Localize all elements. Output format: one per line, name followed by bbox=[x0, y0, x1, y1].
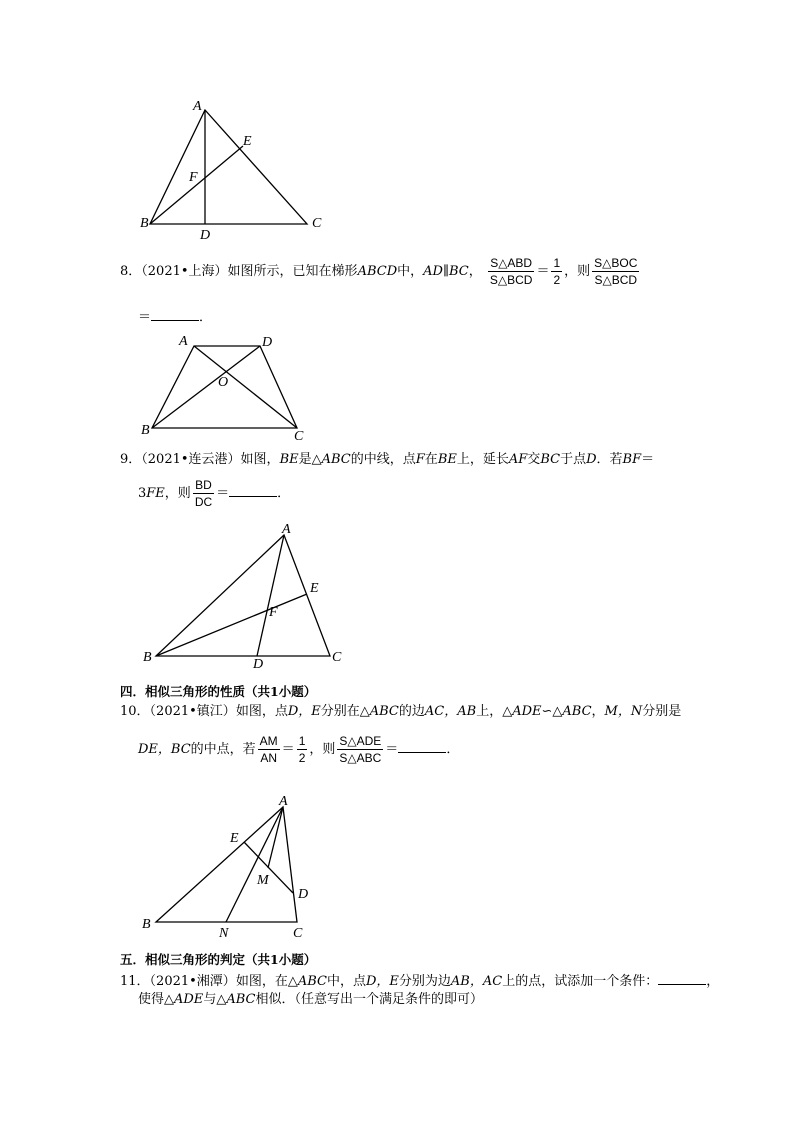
label-c: C bbox=[312, 216, 322, 231]
q8-frac2-den: S△BCD bbox=[594, 273, 638, 287]
label-c: C bbox=[294, 429, 304, 444]
q8-source: （2021•上海） bbox=[141, 264, 228, 279]
label-f: F bbox=[269, 605, 278, 620]
q9-fe: FE bbox=[146, 486, 165, 501]
q10-ac: AC，AB bbox=[424, 704, 477, 719]
segment-be bbox=[150, 146, 243, 224]
q9-text2: 是△ bbox=[298, 452, 322, 467]
q11-line2a: 使得△ bbox=[138, 992, 174, 1007]
q11-line2 bbox=[138, 990, 483, 1010]
q8-fraction-area-ratio bbox=[488, 255, 535, 288]
q10-abc: ABC bbox=[369, 704, 399, 719]
q10-sim: ∽△ bbox=[541, 704, 563, 719]
figure-triangle-abc-q9 bbox=[0, 510, 794, 680]
q11-text3: 分别为边 bbox=[398, 974, 451, 989]
label-m: M bbox=[257, 873, 269, 888]
q9-source: （2021•连云港） bbox=[141, 452, 241, 467]
q11-abc: ABC bbox=[297, 974, 327, 989]
q10-fraction-target bbox=[337, 733, 383, 766]
label-d: D bbox=[253, 657, 264, 672]
label-e: E bbox=[310, 581, 319, 596]
q10-text1: 如图，点 bbox=[235, 704, 288, 719]
q8-fraction-half bbox=[551, 255, 562, 288]
label-a: A bbox=[179, 334, 188, 349]
q10-then: ，则 bbox=[309, 742, 336, 757]
q11-text4: 上的点，试添加一个条件： bbox=[502, 974, 659, 989]
q9-f: F bbox=[415, 452, 425, 467]
q8-end: ． bbox=[199, 310, 213, 325]
q8-abcd: ABCD bbox=[357, 264, 398, 279]
segment-am bbox=[268, 807, 283, 868]
q9-af: AF bbox=[508, 452, 528, 467]
q10-line2 bbox=[138, 730, 459, 770]
q9-d: D bbox=[586, 452, 597, 467]
section-heading-5: 五．相似三角形的判定（共1小题） bbox=[120, 952, 317, 967]
q9-text4: 在 bbox=[424, 452, 438, 467]
q10-eq1: ＝ bbox=[281, 742, 295, 757]
label-d: D bbox=[200, 228, 211, 243]
q10-frac2-num: S△ADE bbox=[339, 734, 382, 748]
q9-text3: 的中线，点 bbox=[350, 452, 416, 467]
q11-number: 11． bbox=[120, 974, 150, 989]
q8-cond: AD∥BC bbox=[423, 264, 469, 279]
q8-number: 8． bbox=[120, 264, 142, 279]
q8-then: ，则 bbox=[564, 264, 591, 279]
q9-end: ． bbox=[277, 486, 291, 501]
q9-answer-blank[interactable] bbox=[229, 482, 277, 497]
q9-text5: 上，延长 bbox=[456, 452, 509, 467]
diagonal-ac bbox=[194, 346, 297, 428]
figure-triangle-abc-q10 bbox=[0, 790, 794, 950]
label-a: A bbox=[282, 522, 291, 537]
label-d: D bbox=[262, 335, 273, 350]
figure-trapezoid-abcd-q8 bbox=[0, 320, 794, 450]
q10-comma: ， bbox=[591, 704, 605, 719]
q10-source: （2021•镇江） bbox=[149, 704, 236, 719]
label-d: D bbox=[298, 887, 309, 902]
triangle-abc bbox=[156, 807, 297, 922]
triangle-abc bbox=[150, 110, 307, 224]
q10-number: 10． bbox=[120, 704, 150, 719]
q11-ade: ADE bbox=[174, 992, 204, 1007]
q9-number: 9． bbox=[120, 452, 142, 467]
label-f: F bbox=[189, 170, 198, 185]
q11-comma: ， bbox=[706, 974, 720, 989]
q9-frac-num: BD bbox=[193, 477, 214, 494]
q10-text5: 分别是 bbox=[642, 704, 682, 719]
q11-line1 bbox=[120, 970, 719, 992]
q10-fraction-am-an bbox=[258, 733, 280, 766]
q8-answer-blank[interactable] bbox=[151, 306, 199, 321]
q8-frac1-den: S△BCD bbox=[489, 273, 533, 287]
q10-end: ． bbox=[446, 742, 460, 757]
label-a: A bbox=[193, 99, 202, 114]
label-e: E bbox=[230, 831, 239, 846]
q10-de: D，E bbox=[287, 704, 321, 719]
q10-frac1-den: AN bbox=[260, 751, 277, 765]
q11-abc2: ABC bbox=[226, 992, 256, 1007]
q8-comma: ， bbox=[468, 264, 482, 279]
q8-frac2-num: S△BOC bbox=[594, 256, 638, 270]
q8-eq2: ＝ bbox=[138, 310, 152, 325]
q10-text4: 上，△ bbox=[476, 704, 513, 719]
q10-mn: M，N bbox=[604, 704, 643, 719]
q9-text8: ．若 bbox=[596, 452, 623, 467]
label-c: C bbox=[293, 926, 303, 941]
q11-text1: 如图，在△ bbox=[235, 974, 298, 989]
q8-text2: 中， bbox=[397, 264, 424, 279]
q10-line1 bbox=[120, 702, 681, 722]
label-b: B bbox=[140, 216, 149, 231]
label-a: A bbox=[279, 794, 288, 809]
q10-half-num: 1 bbox=[298, 734, 306, 748]
segment-be bbox=[156, 594, 307, 656]
q9-eq0: ＝ bbox=[641, 452, 655, 467]
q9-text6: 交 bbox=[527, 452, 541, 467]
q10-ade: ADE bbox=[512, 704, 542, 719]
q10-text6: 的中点，若 bbox=[190, 742, 256, 757]
q11-line2b: 与△ bbox=[203, 992, 227, 1007]
q9-text1: 如图， bbox=[240, 452, 280, 467]
q9-frac-den: DC bbox=[194, 495, 213, 509]
q8-fraction-target bbox=[592, 255, 639, 288]
q11-de: D，E bbox=[365, 974, 399, 989]
segment-an bbox=[226, 807, 283, 922]
q9-text7: 于点 bbox=[560, 452, 587, 467]
q9-be2: BE bbox=[437, 452, 457, 467]
q11-abac: AB，AC bbox=[450, 974, 503, 989]
q10-answer-blank[interactable] bbox=[398, 738, 446, 753]
q8-line1 bbox=[120, 252, 641, 292]
segment-ad bbox=[257, 535, 284, 656]
q10-text3: 的边 bbox=[398, 704, 425, 719]
figure-triangle-abc-q7 bbox=[0, 0, 794, 250]
label-b: B bbox=[141, 423, 150, 438]
q8-text1: 如图所示，已知在梯形 bbox=[227, 264, 358, 279]
q11-answer-blank[interactable] bbox=[658, 970, 706, 985]
q10-text2: 分别在△ bbox=[320, 704, 370, 719]
label-n: N bbox=[219, 926, 229, 941]
q10-eq2: ＝ bbox=[385, 742, 399, 757]
label-b: B bbox=[143, 650, 152, 665]
label-b: B bbox=[142, 917, 151, 932]
q9-fraction-bd-dc bbox=[193, 477, 214, 510]
q9-bf: BF bbox=[622, 452, 642, 467]
label-e: E bbox=[243, 134, 252, 149]
q9-be: BE bbox=[279, 452, 299, 467]
q8-eq1: ＝ bbox=[536, 264, 550, 279]
q8-frac1-num: S△ABD bbox=[488, 255, 535, 272]
diagonal-bd bbox=[152, 346, 260, 428]
q10-half-den: 2 bbox=[298, 751, 306, 765]
q11-line2c: 相似．（任意写出一个满足条件的即可） bbox=[255, 992, 483, 1007]
q9-then: ，则 bbox=[164, 486, 191, 501]
q9-line2 bbox=[138, 474, 290, 514]
q9-three: 3 bbox=[138, 486, 147, 501]
q9-line1 bbox=[120, 450, 654, 470]
q9-bc: BC bbox=[540, 452, 561, 467]
q11-text2: 中，点 bbox=[326, 974, 366, 989]
q8-half-den: 2 bbox=[553, 273, 561, 287]
q10-frac2-den: S△ABC bbox=[339, 751, 382, 765]
q10-fraction-half bbox=[297, 733, 308, 766]
q9-eq: ＝ bbox=[216, 486, 230, 501]
q11-source: （2021•湘潭） bbox=[149, 974, 236, 989]
q10-abc2: ABC bbox=[562, 704, 592, 719]
section-heading-4: 四．相似三角形的性质（共1小题） bbox=[120, 684, 317, 699]
q8-half-num: 1 bbox=[553, 256, 561, 270]
q9-abc: ABC bbox=[321, 452, 351, 467]
q10-de2: DE，BC bbox=[138, 742, 191, 757]
label-c: C bbox=[332, 650, 342, 665]
label-o: O bbox=[218, 375, 229, 390]
q10-frac1-num: AM bbox=[259, 734, 278, 748]
